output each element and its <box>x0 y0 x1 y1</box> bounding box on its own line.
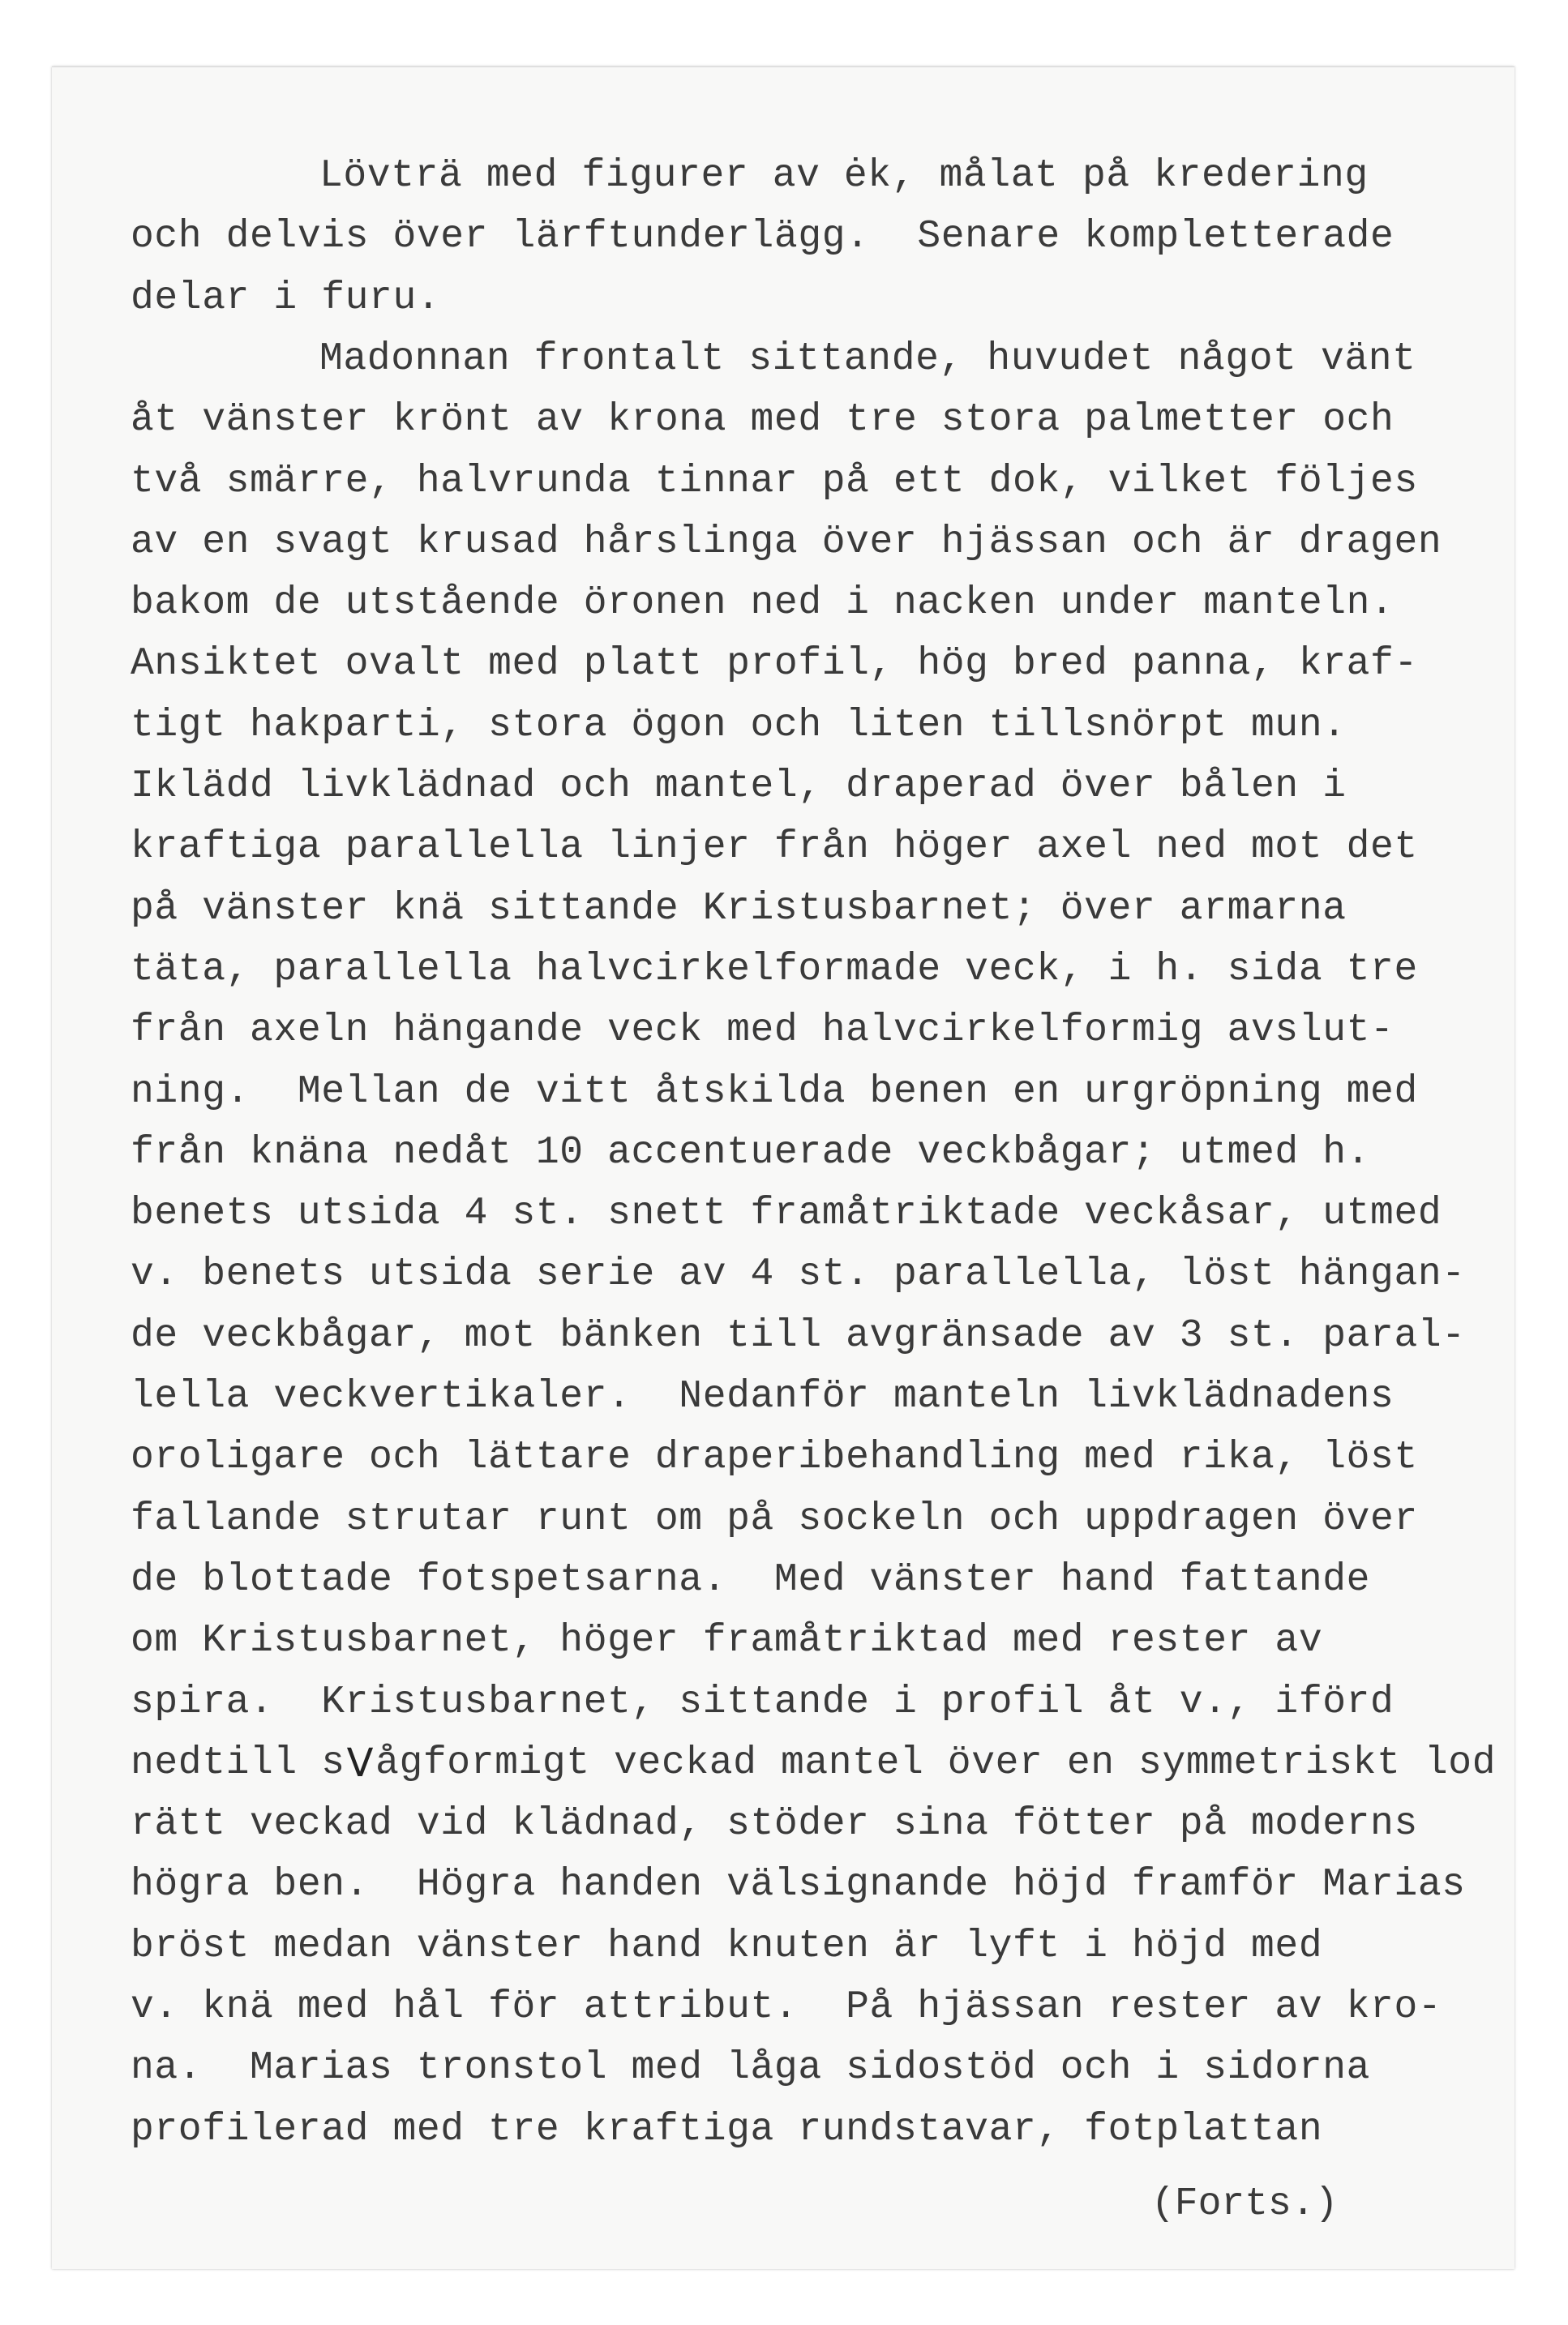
text-line: tigt hakparti, stora ögon och liten tillsnörpt mun. <box>131 703 1347 747</box>
text-line: benets utsida 4 st. snett framåtriktade veckåsar, utmed <box>131 1192 1442 1236</box>
text-line: av en svagt krusad hårslinga över hjässan och är dragen <box>131 520 1442 564</box>
text-line: v. benets utsida serie av 4 st. parallella, löst hängan- <box>131 1252 1466 1297</box>
text-line: rätt veckad vid klädnad, stöder sina fötter på moderns <box>131 1802 1418 1847</box>
text-line: från knäna nedåt 10 accentuerade veckbågar; utmed h. <box>131 1130 1371 1175</box>
text-line: fallande strutar runt om på sockeln och uppdragen över <box>131 1496 1418 1541</box>
text-line: på vänster knä sittande Kristusbarnet; över armarna <box>131 886 1347 931</box>
text-line: Ansiktet ovalt med platt profil, hög bred panna, kraf- <box>131 642 1418 687</box>
text-line: delar i furu. <box>131 276 441 320</box>
text-line: bakom de utstående öronen ned i nacken under manteln. <box>131 581 1394 626</box>
corrected-letter: s <box>321 1741 345 1785</box>
text-segment: nedtill <box>131 1741 322 1785</box>
text-line: v. knä med hål för attribut. På hjässan rester av kro- <box>131 1985 1442 2029</box>
text-line: Lövträ med figurer av ėk, målat på kredering <box>319 154 1369 198</box>
text-line: och delvis över lärftunderlägg. Senare kompletterade <box>131 215 1394 259</box>
continued-note: (Forts.) <box>1151 2182 1339 2226</box>
typewritten-page <box>52 66 1514 2269</box>
text-line <box>131 1739 1496 1788</box>
text-line: Madonnan frontalt sittande, huvudet något vänt <box>319 336 1416 381</box>
text-line: högra ben. Högra handen välsignande höjd framför Marias <box>131 1863 1466 1908</box>
text-line: na. Marias tronstol med låga sidostöd och i sidorna <box>131 2046 1371 2091</box>
text-line: åt vänster krönt av krona med tre stora palmetter och <box>131 398 1394 443</box>
text-line: från axeln hängande veck med halvcirkelformig avslut- <box>131 1008 1394 1053</box>
text-line: Iklädd livklädnad och mantel, draperad över bålen i <box>131 764 1347 808</box>
text-line: täta, parallella halvcirkelformade veck, i h. sida tre <box>131 947 1418 991</box>
text-line: två smärre, halvrunda tinnar på ett dok, vilket följes <box>131 459 1418 503</box>
text-line: oroligare och lättare draperibehandling med rika, löst <box>131 1436 1418 1480</box>
handwritten-correction <box>321 1741 375 1785</box>
text-line: bröst medan vänster hand knuten är lyft i höjd med <box>131 1924 1323 1968</box>
text-line: om Kristusbarnet, höger framåtriktad med rester av <box>131 1619 1323 1663</box>
text-line: de blottade fotspetsarna. Med vänster hand fattande <box>131 1557 1371 1602</box>
text-segment: ågformigt veckad mantel över en symmetriskt lod <box>375 1741 1497 1785</box>
text-line: spira. Kristusbarnet, sittande i profil åt v., iförd <box>131 1680 1394 1724</box>
text-line: ning. Mellan de vitt åtskilda benen en urgröpning med <box>131 1069 1418 1114</box>
text-line: profilerad med tre kraftiga rundstavar, fotplattan <box>131 2107 1323 2152</box>
text-line: lella veckvertikaler. Nedanför manteln livklädnadens <box>131 1375 1394 1419</box>
text-line: de veckbågar, mot bänken till avgränsade av 3 st. paral- <box>131 1313 1466 1358</box>
handwritten-mark: V <box>346 1740 375 1786</box>
text-line: kraftiga parallella linjer från höger axel ned mot det <box>131 825 1418 870</box>
